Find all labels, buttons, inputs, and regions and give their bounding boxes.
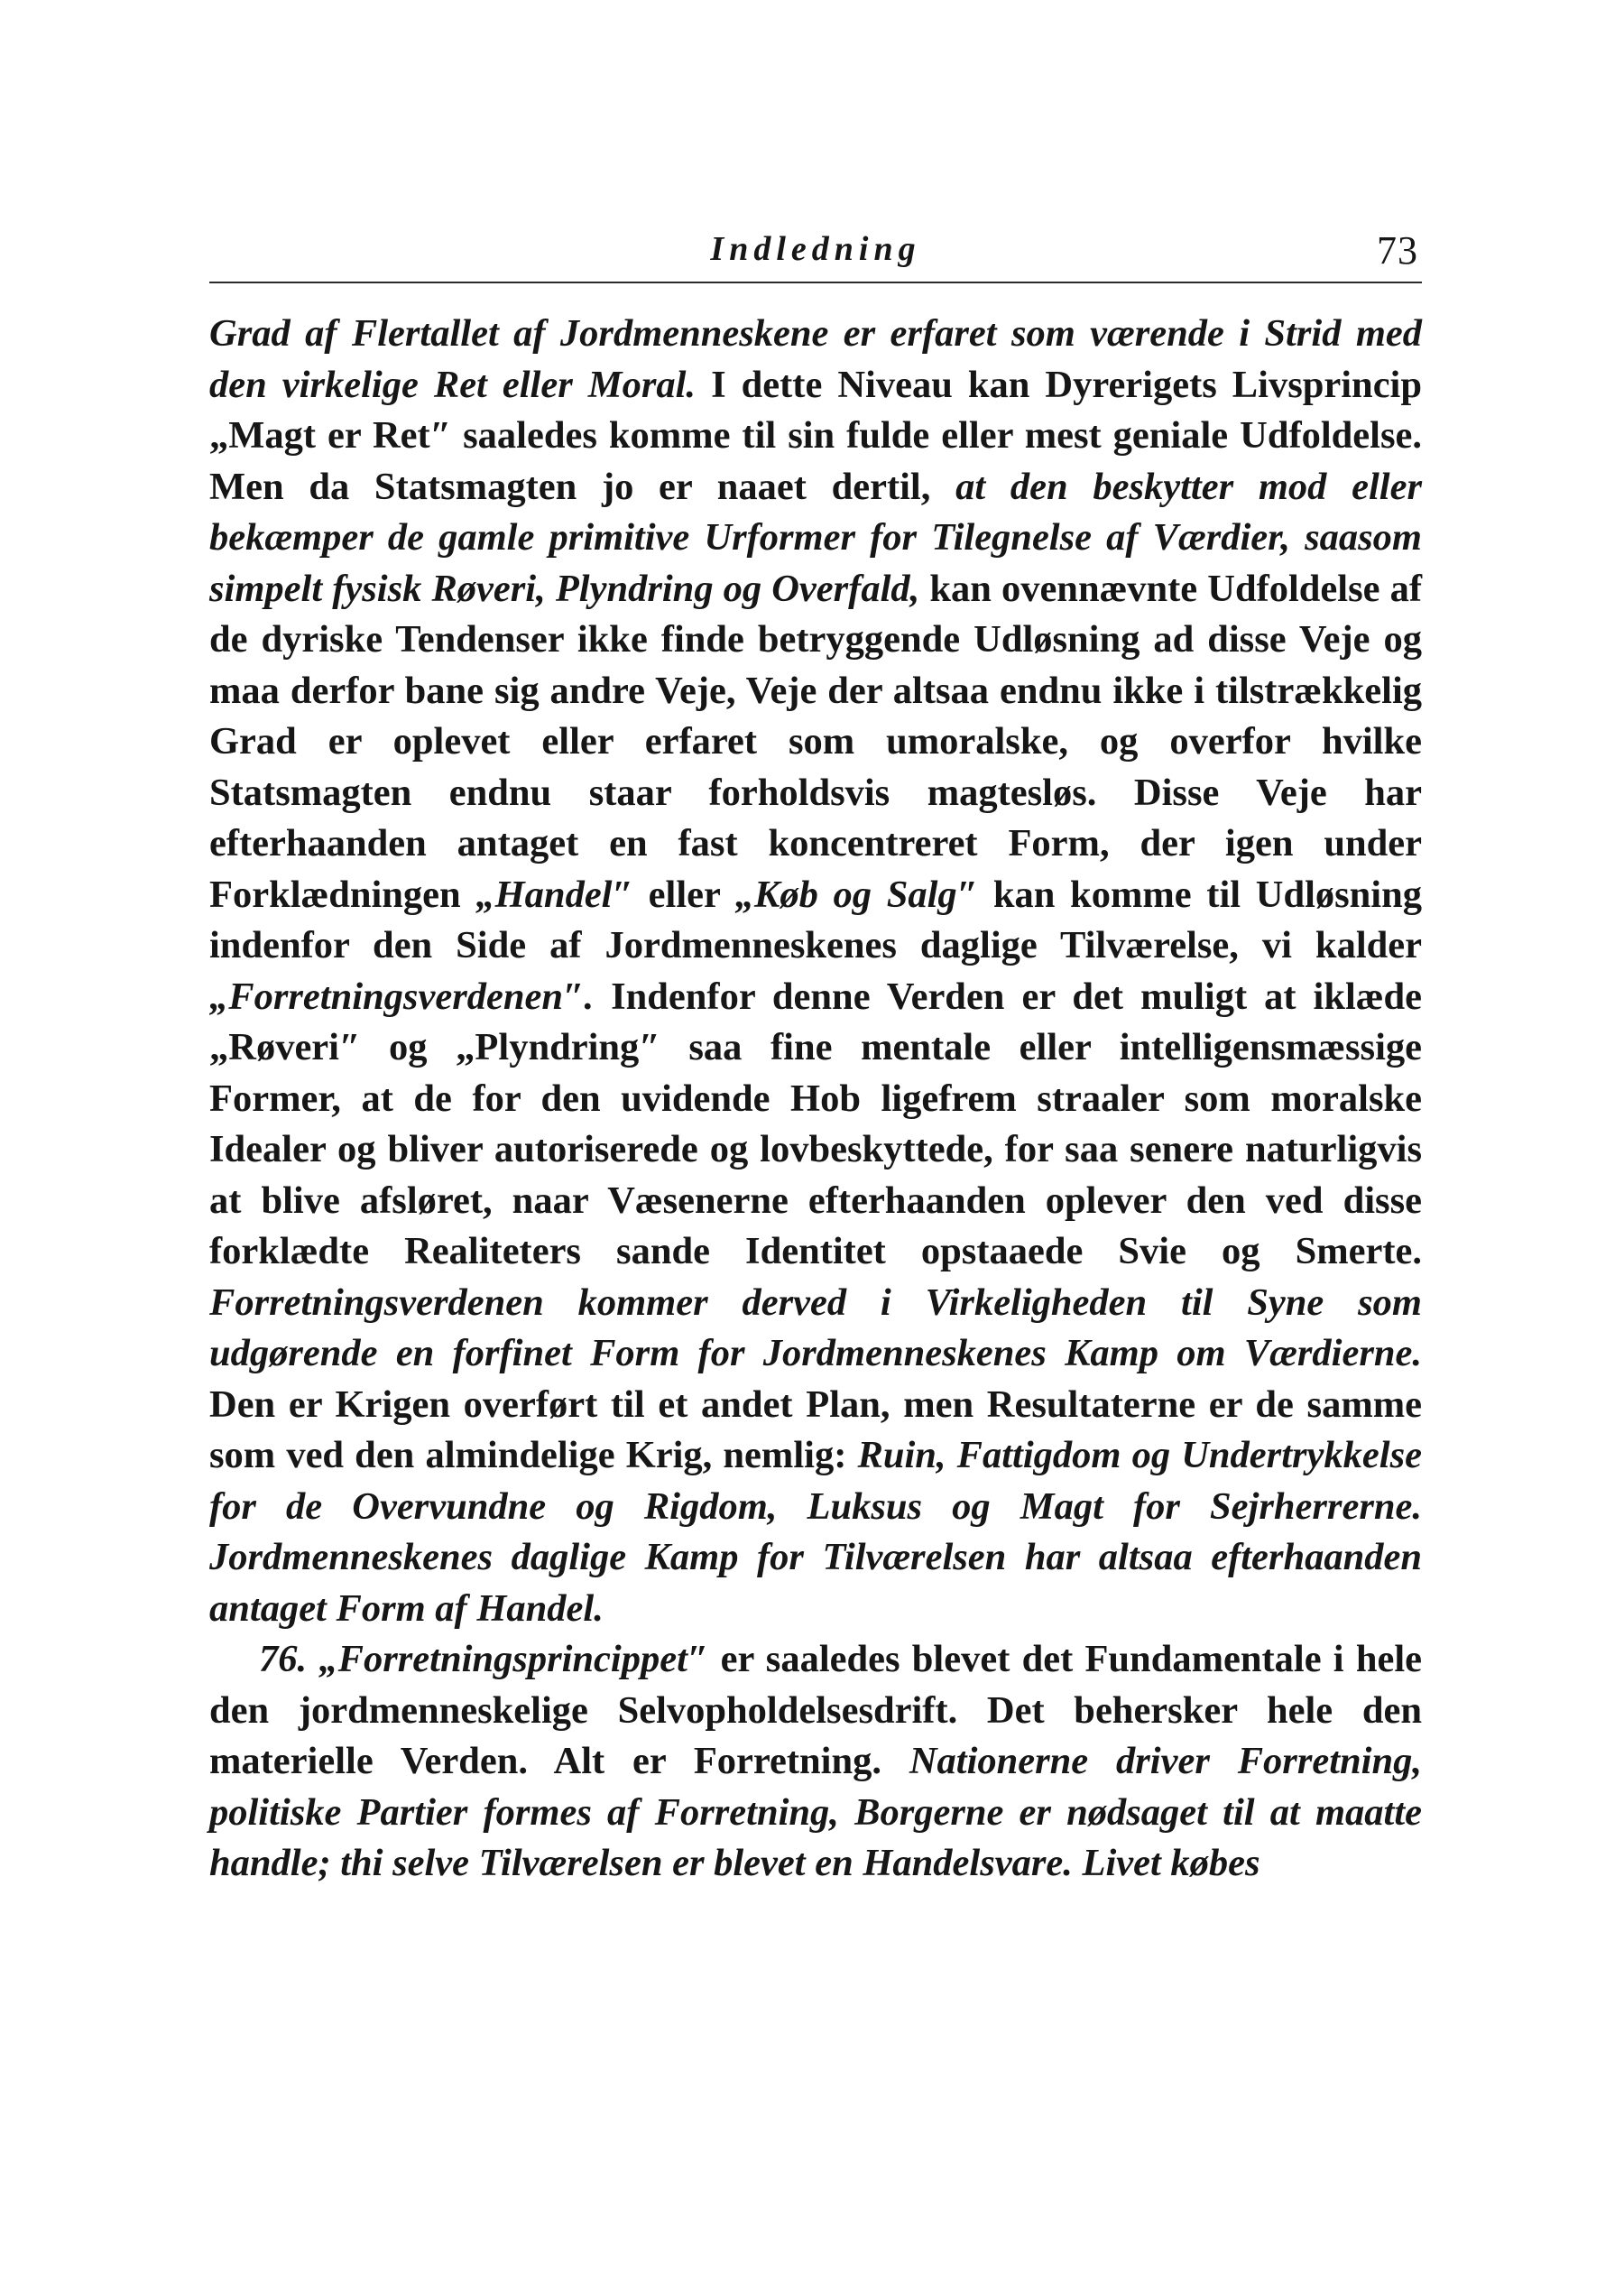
page-number: 73 [1377,228,1418,273]
paragraph [209,1634,1422,1890]
running-title: Indledning [710,230,921,268]
text-segment: „Forretningsverdenen″. [209,975,595,1018]
text-segment: „Handel″ [475,873,633,916]
text-segment: at den beskytter mod eller bekæmper de gamle primitive Urformer for Tilegnelse af Værdier, saasom simpelt fysisk Røveri, Plyndring og Overfald, [209,465,1422,610]
text-segment: „Køb og Salg″ [734,873,979,916]
text-segment: Nationerne driver Forretning, politiske Partier formes af Forretning, Borgerne er nødsaget til at maatte handle; thi selve Tilværelsen er blevet en Handelsvare. Livet købes [209,1740,1423,1884]
text-segment: Ruin, Fattigdom og Undertrykkelse for de Overvundne og Rigdom, Luksus og Magt for Sejrherrerne. Jordmenneskenes daglige Kamp for Tilværelsen har altsaa efterhaanden antaget Form af Handel. [209,1434,1422,1630]
text-segment: Den er Krigen overført til et andet Plan, men Resultaterne er de samme som ved den almindelige Krig, nemlig: [209,1382,1422,1476]
text-segment: er saaledes blevet det Fundamentale i hele den jordmenneskelige Selvopholdelsesdrift. Det behersker hele den materielle Verden. Alt er Forretning. [209,1638,1423,1782]
text-segment: „Forretningsprincippet″ [318,1638,709,1680]
text-segment: Grad af Flertallet af Jordmenneskene er erfaret som værende i Strid med den virkelige Ret eller Moral. [209,312,1422,406]
text-segment: Indenfor denne Verden er det muligt at iklæde „Røveri″ og „Plyndring″ saa fine mentale eller intelligensmæssige Former, at de for den uvidende Hob ligefrem straaler som moralske Idealer og bliver autoriserede og lovbeskyttede, for saa senere naturligvis at blive afsløret, naar Væsenerne efterhaanden oplever den ved disse forklædte Realiteters sande Identitet opstaaede Svie og Smerte. [209,975,1422,1272]
text-segment: Forretningsverdenen kommer derved i Virkeligheden til Syne som udgørende en forfinet Form for Jordmenneskenes Kamp om Værdierne. [209,1281,1422,1374]
paragraph [209,309,1422,1634]
text-segment: eller [632,873,735,916]
text-segment: I dette Niveau kan Dyrerigets Livsprincip „Magt er Ret″ saaledes komme til sin fulde eller mest geniale Udfoldelse. Men da Statsmagten jo er naaet dertil, [209,363,1423,508]
paragraph-number: 76. [259,1638,308,1680]
text-segment: kan ovennævnte Udfoldelse af de dyriske Tendenser ikke finde betryggende Udløsning ad disse Veje og maa derfor bane sig andre Veje, Veje der altsaa endnu ikke i tilstrækkelig Grad er oplevet eller erfaret som umoralske, og overfor hvilke Statsmagten endnu staar forholdsvis magtesløs. Disse Veje har efterhaanden antaget en fast koncentreret Form, der igen under Forklædningen [209,567,1422,916]
body-text [209,309,1422,1890]
text-segment: kan komme til Udløsning indenfor den Side af Jordmenneskenes daglige Tilværelse, vi kalder [209,873,1423,966]
page-header [209,226,1422,283]
